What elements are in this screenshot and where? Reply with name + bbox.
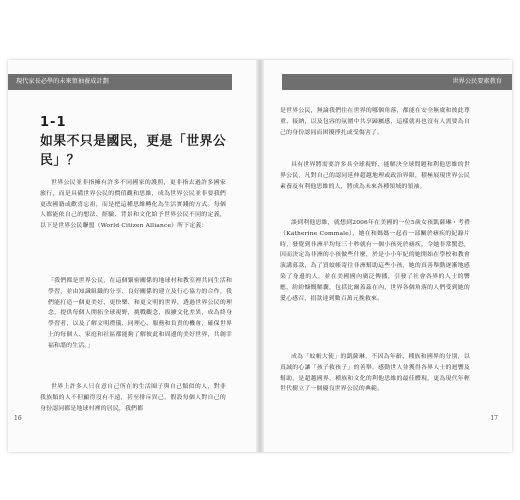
left-paragraph-2: 世界上許多人只在意自己所在的生活圈子與自己類似的人，對非我族類的人不但顯得沒有不遠，甚至排斥異己，假設每個人對自己的身份認同都是地球村裡的居民，我們都 — [40, 384, 226, 412]
book-spread — [8, 60, 512, 452]
right-page-number: 17 — [490, 415, 498, 422]
chapter-number: 1-1 — [40, 115, 67, 130]
block-quote: 「我們都是世界公民，在這個緊密關係的地球村和教室裡共同生活和學習，並由知識組織的分享、良好關係的建立及行心協力的合作，我們能打造一個更美好、更快樂、和更文明的世界，透過世界公民的理念，提供每個人開拓全球視野，挑戰觀念，拔擴文化差異，成為終身學習者，以及了解文明禮儀、同理心、服務和負責的機會，確保世界上的每個人、家庭和社區都能夠了解彼此和周邊的美好世界，共創幸福和諧的生活。」 — [48, 278, 232, 349]
right-paragraph-3: 談到利他思維，就想到2006年在美國的一位5歲女孩凱薩琳・考禮（Katherine Commale），她在和媽媽一起看一部關於瘧疾的紀錄片時，發覺到非洲平均每三十秒就有一個小孩死於瘧疾，令她非常驚恐，因而決定為非洲的小孩做些什麼，於是小小年紀的她開始在學校和教會演講募款，為了買蚊帳寄往非洲幫助這些小孩，她的真善舉動逐漸地感染了身邊的人，並在美國國內廣泛傳播，引發了社會各界的人士的響應，紛紛慷慨解囊，包括比爾蓋茲在內，世界各個角落的人們受到她的愛心感召，捐款達到數百萬元挽救來。 — [280, 220, 470, 302]
left-page-number: 16 — [14, 415, 22, 422]
right-paragraph-4: 成為「蚊帳大使」的凱薩琳，不因為年齡、種族和國界的分別，以真誠的心讓「孩子救孩子」的善舉，感動世人並獲得各界人士的迴響及幫助，是超越國界、種族和文化的利他思維的最佳體現，更為現代年輕世代樹立了一個優良世界公民的典範。 — [280, 354, 470, 393]
right-running-header: 世界公民要素教育 — [282, 74, 512, 90]
left-page — [8, 60, 258, 452]
chapter-title: 如果不只是國民，更是「世界公民」？ — [40, 134, 227, 168]
right-paragraph-2: 具有世界將需要許多具全球視野、能解決全球問題和利他思維的世界公民，凡對自己的認同延伸超越地理或政治界限，積極展現世界公民素養及有利他思維的人，將成為未來各種領域的領袖。 — [280, 162, 470, 190]
right-page — [262, 60, 512, 452]
left-paragraph-1: 世界公民並非指擁有許多不同國家的護照，更非指去過許多國家旅行，而是具備世界公民的價值觀和思維，成為世界公民並非要我們更改國籍或歡喜忘祖，而是把這種思維轉化為生活實踐的方式。每個人都能依自己的想法、經驗、背景和文化給予世界公民不同的定義，以下是世界公民聯盟（World Citizen Alliance）所下定義： — [40, 180, 226, 230]
right-paragraph-1: 是世界公民，無論我們住在世界的哪個角落，都能在安全無虞和彼此尊重、接納，以及包容的氛圍中共享歸屬感，這樣就再也沒有人需要為自己的身份認同而困擾掙扎或受傷害了。 — [280, 108, 470, 136]
left-running-header: 現代家長必學的未來領袖養成計劃 — [8, 74, 232, 90]
